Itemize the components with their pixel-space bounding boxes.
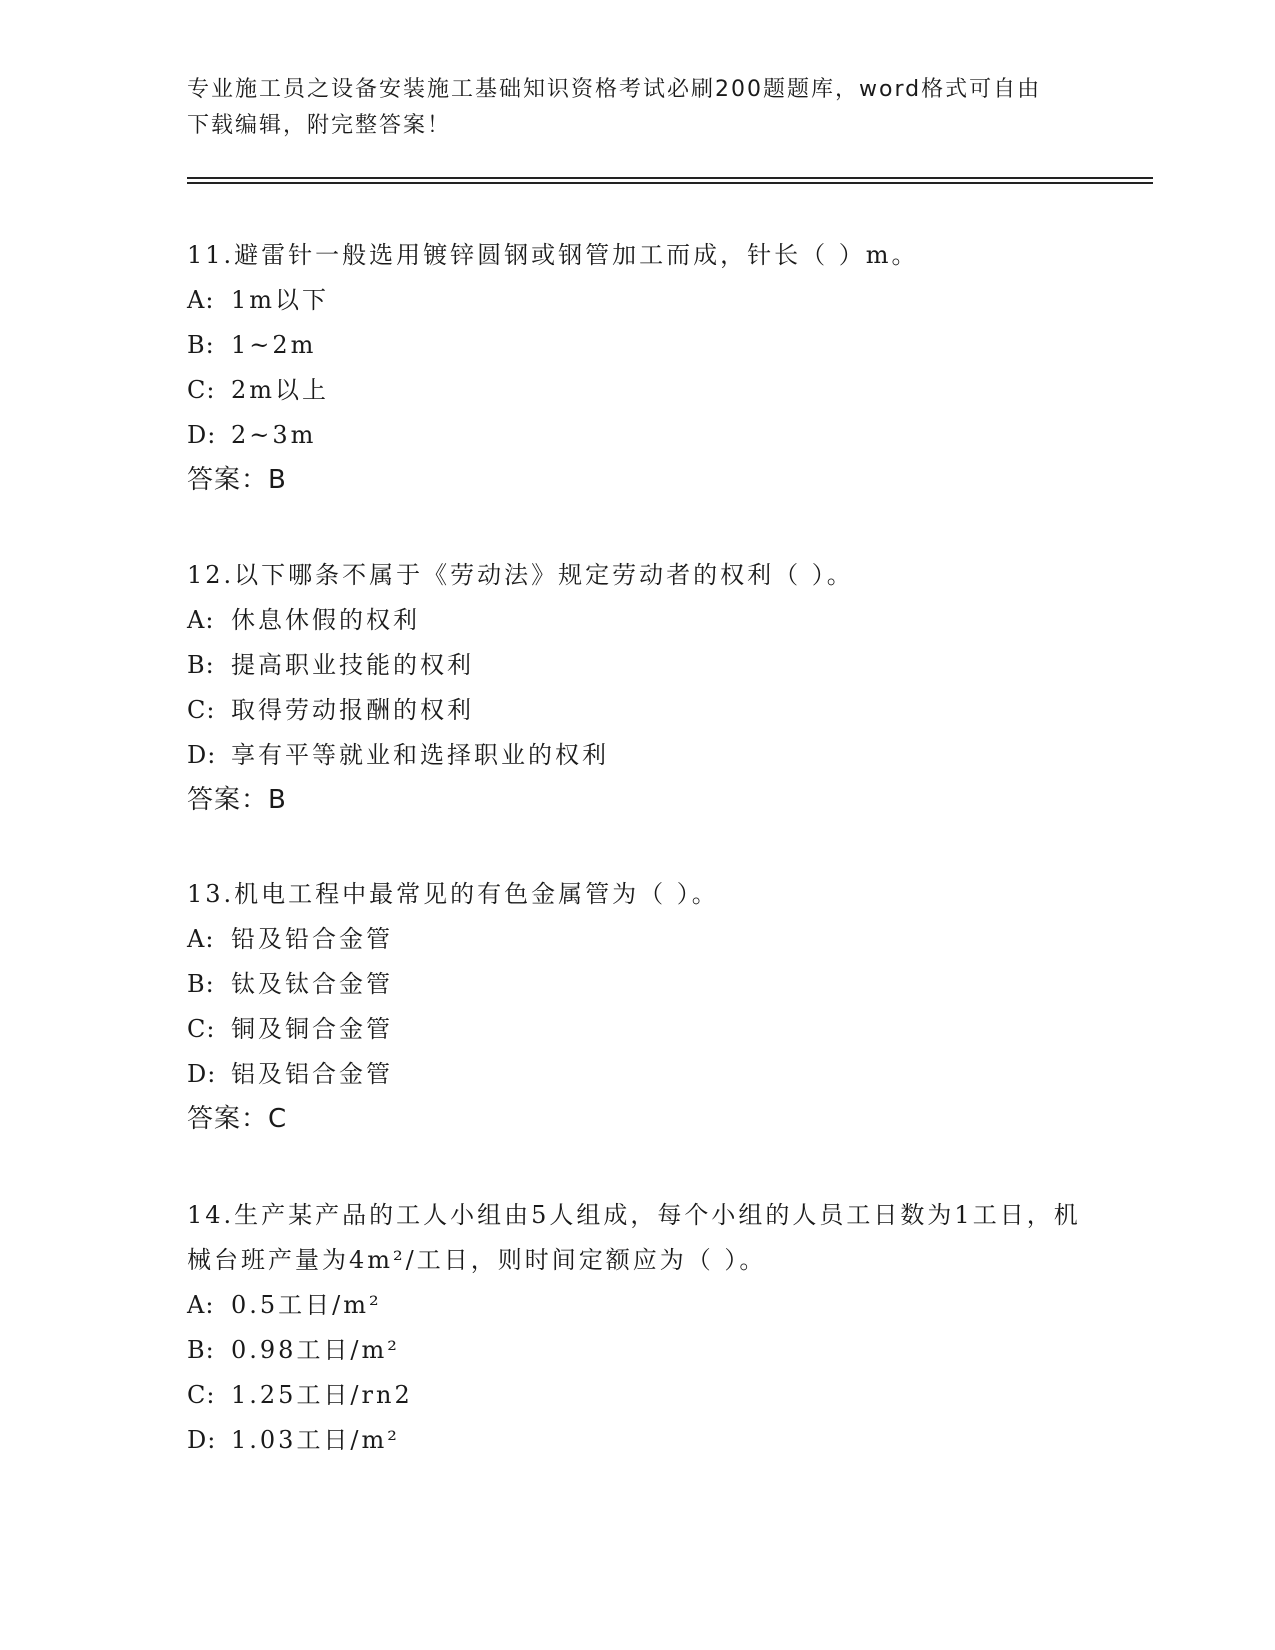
option-a [187, 278, 1087, 323]
option-text: 提高职业技能的权利 [231, 651, 474, 679]
option-letter: A: [187, 606, 215, 634]
option-d [187, 1418, 1087, 1463]
option-text: 铝及铝合金管 [231, 1060, 393, 1088]
option-c [187, 1373, 1087, 1418]
answer-label: 答案：C [187, 1104, 288, 1134]
document-header [187, 72, 1087, 144]
header-title-line-2: 下载编辑，附完整答案！ [187, 113, 452, 138]
option-letter: B: [187, 1336, 215, 1364]
option-c [187, 368, 1087, 413]
question-stem: 13.机电工程中最常见的有色金属管为（ ）。 [187, 880, 719, 908]
header-divider-top [187, 177, 1153, 179]
option-letter: B: [187, 331, 215, 359]
option-a [187, 917, 1087, 962]
option-text: 享有平等就业和选择职业的权利 [231, 741, 609, 769]
option-text: 1~2m [231, 331, 317, 359]
question-14 [187, 1193, 1087, 1463]
option-text: 1m以下 [231, 286, 330, 314]
option-text: 1.25工日/rn2 [231, 1381, 413, 1409]
option-text: 1.03工日/m² [231, 1426, 400, 1454]
option-letter: A: [187, 925, 215, 953]
option-d [187, 413, 1087, 458]
question-12 [187, 553, 1087, 822]
option-letter: C: [187, 1015, 216, 1043]
option-letter: D: [187, 1060, 217, 1088]
option-letter: C: [187, 696, 216, 724]
option-letter: D: [187, 1426, 217, 1454]
option-d [187, 733, 1087, 778]
option-letter: C: [187, 1381, 216, 1409]
option-letter: B: [187, 651, 215, 679]
option-text: 取得劳动报酬的权利 [231, 696, 474, 724]
question-stem: 14.生产某产品的工人小组由5人组成，每个小组的人员工日数为1工日，机械台班产量为4m²/工日，则时间定额应为（ ）。 [187, 1201, 1081, 1274]
question-13 [187, 872, 1087, 1141]
answer-label: 答案：B [187, 465, 287, 495]
option-text: 铜及铜合金管 [231, 1015, 393, 1043]
option-a [187, 1283, 1087, 1328]
question-stem: 11.避雷针一般选用镀锌圆钢或钢管加工而成，针长（ ）m。 [187, 241, 919, 269]
option-b [187, 323, 1087, 368]
answer-label: 答案：B [187, 785, 287, 815]
option-c [187, 1007, 1087, 1052]
option-text: 钛及钛合金管 [231, 970, 393, 998]
header-title-line-1: 专业施工员之设备安装施工基础知识资格考试必刷200题题库，word格式可自由 [187, 77, 1042, 102]
option-text: 0.5工日/m² [231, 1291, 382, 1319]
option-letter: A: [187, 1291, 215, 1319]
option-b [187, 1328, 1087, 1373]
option-c [187, 688, 1087, 733]
option-letter: A: [187, 286, 215, 314]
option-letter: D: [187, 421, 217, 449]
question-11 [187, 233, 1087, 502]
option-a [187, 598, 1087, 643]
option-text: 休息休假的权利 [231, 606, 420, 634]
option-b [187, 643, 1087, 688]
option-b [187, 962, 1087, 1007]
option-d [187, 1052, 1087, 1097]
option-letter: C: [187, 376, 216, 404]
option-text: 2m以上 [231, 376, 330, 404]
option-text: 0.98工日/m² [231, 1336, 400, 1364]
question-stem: 12.以下哪条不属于《劳动法》规定劳动者的权利（ ）。 [187, 561, 854, 589]
option-text: 铅及铅合金管 [231, 925, 393, 953]
option-letter: B: [187, 970, 215, 998]
option-letter: D: [187, 741, 217, 769]
option-text: 2~3m [231, 421, 317, 449]
header-divider-bottom [187, 182, 1153, 184]
